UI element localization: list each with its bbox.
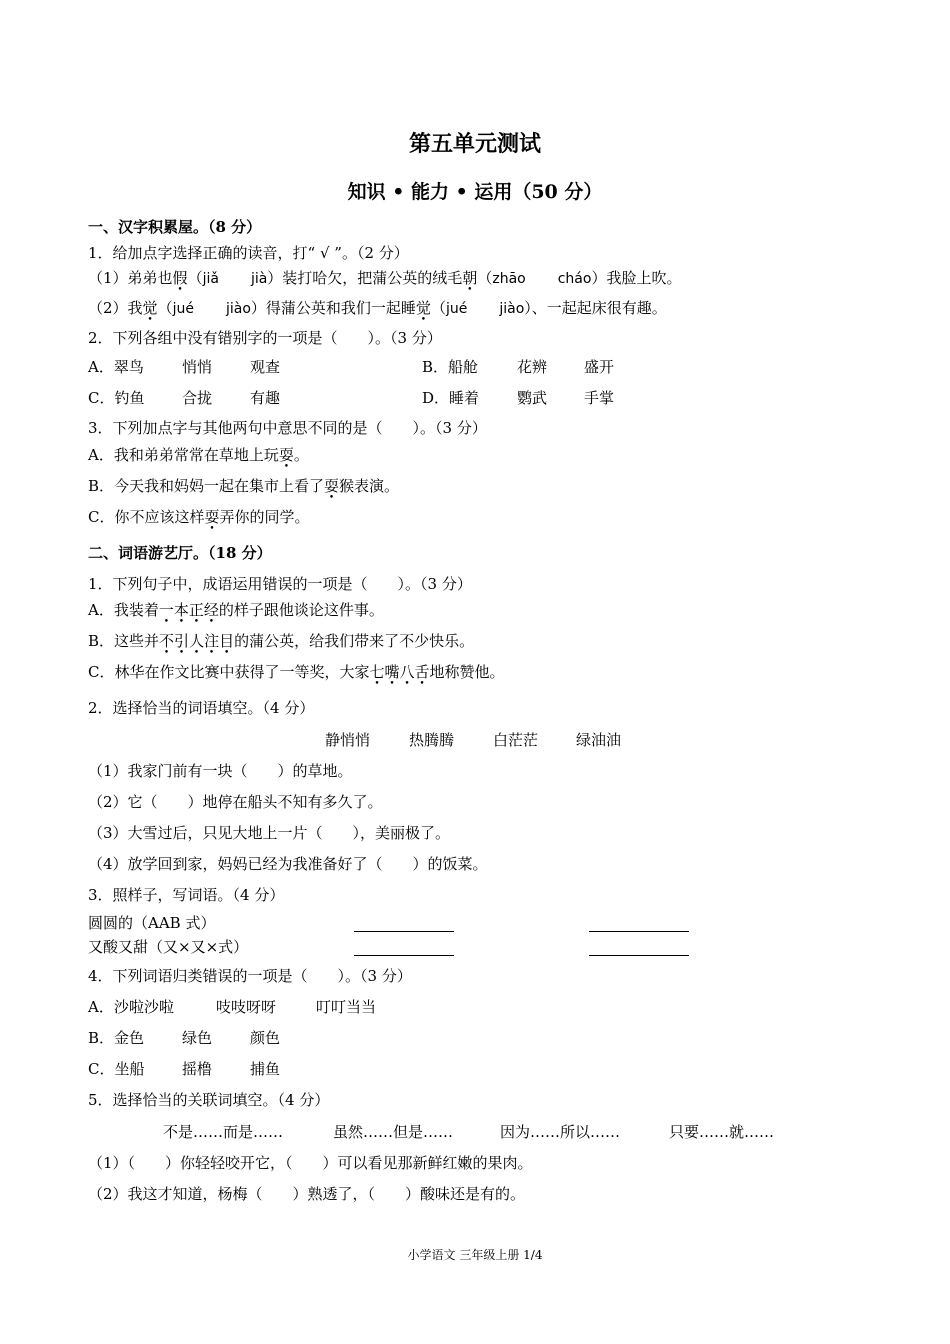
s1-q3-option-c: C．你不应该这样耍弄你的同学。 xyxy=(88,508,310,526)
s2-q5-item-2: （2）我这才知道，杨梅（ ）熟透了，（ ）酸味还是有的。 xyxy=(88,1185,526,1203)
answer-blank[interactable] xyxy=(589,931,689,932)
page-footer: 小学语文 三年级上册 1/4 xyxy=(407,1248,543,1262)
answer-blank[interactable] xyxy=(354,955,454,956)
s2-q1-stem: 1．下列句子中，成语运用错误的一项是（ ）。（3 分） xyxy=(88,575,472,593)
answer-blank[interactable] xyxy=(589,955,689,956)
s2-q2-item-1: （1）我家门前有一块（ ）的草地。 xyxy=(88,762,353,780)
s1-q1-line1: （1）弟弟也假（jiǎ jià）装打哈欠，把蒲公英的绒毛朝（zhāo cháo）我脸上吹。 xyxy=(88,269,682,287)
s2-q2-item-3: （3）大雪过后，只见大地上一片（ ），美丽极了。 xyxy=(88,824,451,842)
s2-q1-option-b: B．这些并不引人注目的蒲公英，给我们带来了不少快乐。 xyxy=(88,632,475,650)
answer-blank[interactable] xyxy=(354,931,454,932)
s2-q2-item-2: （2）它（ ）地停在船头不知有多久了。 xyxy=(88,793,383,811)
s2-q2-item-4: （4）放学回到家，妈妈已经为我准备好了（ ）的饭菜。 xyxy=(88,855,488,873)
s2-q5-item-1: （1）（ ）你轻轻咬开它，（ ）可以看见那新鲜红嫩的果肉。 xyxy=(88,1154,533,1172)
s2-q3-row-1-label: 圆圆的（AAB 式） xyxy=(88,914,216,932)
section-2-heading: 二、词语游艺厅。（18 分） xyxy=(88,544,272,562)
page-subtitle: 知识 • 能力 • 运用（50 分） xyxy=(347,181,603,203)
s1-q3-option-a: A．我和弟弟常常在草地上玩耍。 xyxy=(88,446,309,464)
s1-q3-stem: 3．下列加点字与其他两句中意思不同的是（ ）。（3 分） xyxy=(88,419,487,437)
s1-q2-stem: 2．下列各组中没有错别字的一项是（ ）。（3 分） xyxy=(88,329,442,347)
section-1-heading: 一、汉字积累屋。（8 分） xyxy=(88,218,262,236)
s2-q4-stem: 4．下列词语归类错误的一项是（ ）。（3 分） xyxy=(88,967,412,985)
s2-q3-row-2-label: 又酸又甜（又×又×式） xyxy=(88,938,249,956)
s2-q1-option-a: A．我装着一本正经的样子跟他谈论这件事。 xyxy=(88,601,384,619)
s2-q1-option-c: C．林华在作文比赛中获得了一等奖，大家七嘴八舌地称赞他。 xyxy=(88,663,505,681)
s1-q3-option-b: B．今天我和妈妈一起在集市上看了耍猴表演。 xyxy=(88,477,400,495)
s2-q3-stem: 3．照样子，写词语。（4 分） xyxy=(88,886,285,904)
page-title: 第五单元测试 xyxy=(408,131,541,157)
s1-q1-stem: 1．给加点字选择正确的读音，打“ √ ”。（2 分） xyxy=(88,244,409,262)
s2-q5-stem: 5．选择恰当的关联词填空。（4 分） xyxy=(88,1091,330,1109)
s1-q1-line2: （2）我觉（jué jiào）得蒲公英和我们一起睡觉（jué jiào）、一起起床很有趣。 xyxy=(88,299,667,317)
s2-q2-stem: 2．选择恰当的词语填空。（4 分） xyxy=(88,699,315,717)
